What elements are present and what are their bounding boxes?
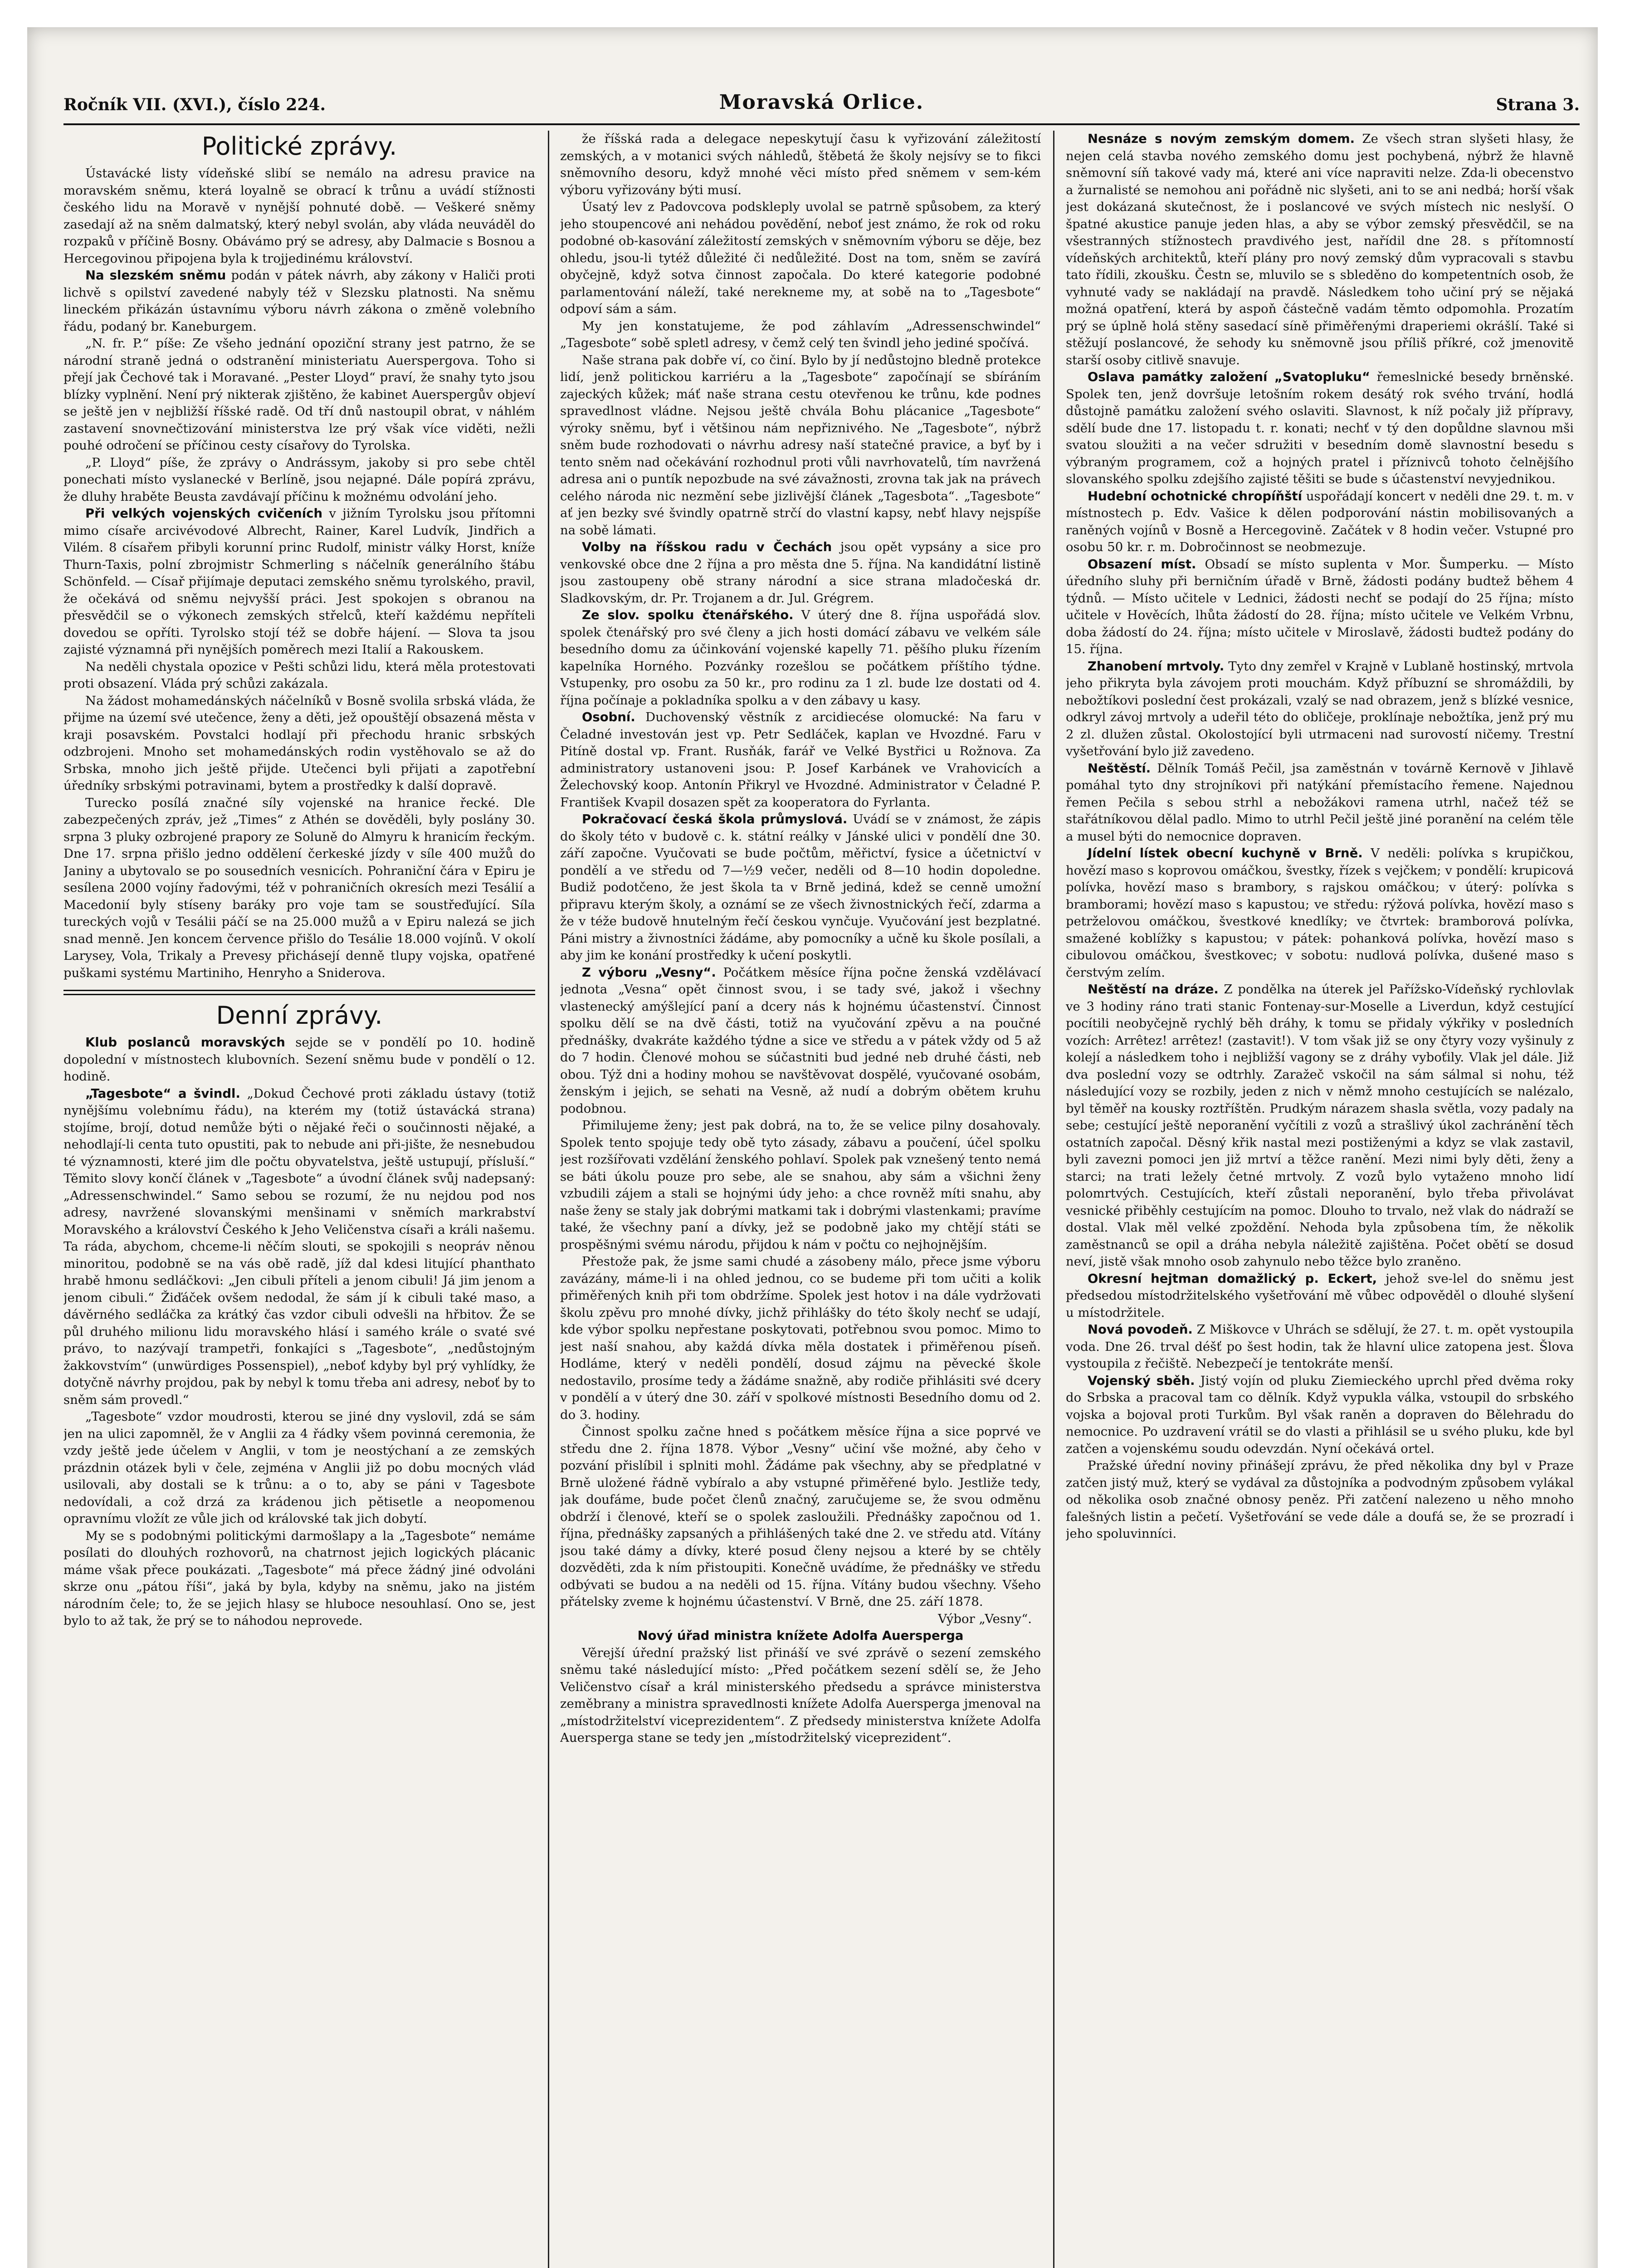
article-paragraph [560,199,1041,318]
section-title-denni-zpravy: Denní zprávy. [216,1001,383,1030]
article-text: Turecko posílá značné síly vojenské na hranice řecké. Dle zabezpečených zpráv, jež „Times“ z Athén se dověděli, byly poslány 30. srpna 3 pluky ozbrojené prapory ze Soluně do Almyru k hranicím řeckým. Dne 17. srpna přišlo jedno oddělení čerkeské jízdy v síle 400 mužů do Janiny a ubytovalo se po sousedních vesnicích. Pohraniční čára v Epiru je sesílena 2000 vojíny řadovými, též v pohraničních okresích mezi Tesálií a Macedonií byly stíseny baráky pro voje tam se soustřeďující. Síla tureckých vojů v Tesálii páčí se na 25.000 mužů a v Epiru nalezá se jich snad menně. Jen koncem července přišlo do Tesálie 18.000 vojínů. V okolí Larysey, Vola, Trikaly a Prevesy přichásejí denně tlupy vojska, opatřené puškami systému Martiniho, Henryho a Sniderova. [63,795,535,980]
volume-issue: Ročník VII. (XVI.), číslo 224. [63,95,326,114]
section-title-politicke-zpravy: Politické zprávy. [201,132,397,161]
article-lead: „Tagesbote“ a švindl. [85,1086,240,1101]
article-paragraph [63,455,535,506]
article-paragraph [63,335,535,455]
article-lead: Jídelní lístek obecní kuchyně v Brně. [1088,846,1363,860]
article-text: Pražské úřední noviny přinášejí zprávu, že před několika dny byl v Praze zatčen jistý muž, který se vydával za důstojníka a podvodným způsobem vylákal od několika osob značné obnosy peněz. Při zatčení nalezeno u něho mnoho falešných listin a pečetí. Vyšetřování se vede dále a doufá se, že se prozradí i jeho spoluvinníci. [1066,1458,1574,1541]
article-lead: Vojenský sběh. [1088,1373,1195,1388]
article-paragraph [1066,658,1574,760]
article-lead: Zhanobení mrtvoly. [1088,659,1225,674]
article-lead: Neštěstí. [1088,761,1151,776]
page-header [63,91,1580,120]
article-paragraph [560,709,1041,811]
column-2-articles [560,131,1041,1747]
newspaper-title: Moravská Orlice. [719,91,924,114]
article-lead: Neštěstí na dráze. [1088,982,1219,997]
article-paragraph [1066,1271,1574,1322]
article-paragraph [560,607,1041,709]
article-text: Jistý vojín od pluku Ziemieckého uprchl před dvěma roky do Srbska a pracoval tam co dělník. Když vypukla válka, vstoupil do srbského vojska a bojoval proti Turkům. Byl však raněn a dopraven do Bělehradu do nemocnice. Po uzdravení vrátil se do vlasti a přihlásil se u svého pluku, kde byl zatčen a vojenskému soudu odevzdán. Nyní očekává ortel. [1066,1373,1574,1456]
header-rule [63,123,1580,125]
column-3-articles [1066,131,1574,1543]
article-paragraph [63,1034,535,1085]
article-text: Ze všech stran slyšeti hlasy, že nejen celá stavba nového zemského domu jest pochybená, nýbrž že hlavně sněmovní síň takové vady má, které ani více napraviti nelze. Zda-li obecenstvo a žurnalisté se nemohou ani pořádně nic slyšeti, ani to se ani nedbá; horší však jest dokázaná skutečnost, že i poslancové ve svých místech nic neslyší. O špatné akustice panuje jeden hlas, a aby se výbor zemský přesvědčil, se na všestranných stížnostech pravdivého jest, nařídil dne 28. s přítomností vídeňských architektů, kteří plány pro nový zemský dům vypracovali s stavbu tato řídili, zkoušku. Čestn se, mluvilo se s sbleděno do kompetentních osob, že vyhnuté vady se nakládají na pravdě. Následkem toho učiní prý se nějaká možná opatření, která by aspoň částečně vadám těmto odpomohla. Prozatím prý se úplně holá stěny sasedací síně přiměřenými draperiemi okrášlí. Také si stěžují poslancové, že sehody ku sněmovně jsou příliš příkré, což jmenovitě starší osoby citlivě snavuje. [1066,132,1574,367]
article-paragraph [560,1117,1041,1253]
article-paragraph [63,795,535,982]
article-lead: Nesnáze s novým zemským domem. [1088,132,1355,146]
article-text: Ústavácké listy vídeňské slibí se nemálo na adresu pravice na moravském sněmu, která loyalně se obrací k trůnu a uvádí stížnosti českého lidu na Moravě v nynější pohnuté době. — Veškeré sněmy zasedají až na sněm dalmatský, který nebyl svolán, aby vláda neuváděl do rozpaků v příčině Bosny. Obávámo prý se adresy, aby Dalmacie s Bosnou a Hercegovinou připojena byla k trojjedinému království. [63,166,535,266]
article-text: „Tagesbote“ vzdor moudrosti, kterou se jiné dny vyslovil, zdá se sám jen na ulici zapomněl, že v Anglii za 4 řádky všem povinná ceremonia, že vzdy ještě jede účelem v Anglii, v tom je neostýchaní a ze zemských prázdnin otázek byli v čele, zejména v Anglii již po dobu mocných vlád usilovali, aby dostali se k trůnu: a o to, aby se páni v Tagesbote nedovídali, a což drzá za krádenou jich pětisetle a neopomenou opravnímu vložít ze vůle jich od královské tak jich dobytí. [63,1409,535,1526]
article-lead: Okresní hejtman domažlický p. Eckert, [1088,1271,1377,1286]
article-paragraph [560,352,1041,539]
newspaper-page [27,27,1598,2268]
article-text: Tyto dny zemřel v Krajně v Lublaně hostinský, mrtvola jeho přikryta byla závojem proti mouchám. Když příbuzní se shromáždili, by nebožtíkovi poslední čest prokázali, vzalý se nad obrazem, jenž s blízké vesnice, odkryl závoj mrtvoly a udeřil této do obličeje, proklínaje nebožtíka, jenž prý mu 2 zl. dlužen zůstal. Okolostojící byli utrmaceni nad surovostí ničemy. Trestní vyšetřování bylo již zavedeno. [1066,659,1574,758]
article-lead: Na slezském sněmu [85,268,226,283]
article-text: Na žádost mohamedánských náčelníků v Bosně svolila srbská vláda, že přijme na území své utečence, ženy a děti, jež opouštějí obsazená města v kraji posavském. Povstalci hodlají při přechodu hranic srbských odzbrojeni. Mnoho set mohamedánských rodin vystěhovalo se až do Srbska, mnoho jich ještě přijde. Utečenci byli přijati a zapotřební úředníky srbskými potravinami, bytem a prostředky k další dopravě. [63,693,535,793]
column-1 [63,131,535,2268]
article-text: „Dokud Čechové proti základu ústavy (totiž nynějšímu volebnímu řádu), na kterém my (totiž ústavácká strana) stojíme, brojí, dotud nemůže býti o nějaké řeči o součinnosti nějaké, a nehodlají-li centa tuto opustiti, pak to nebude ani při-jište, že nesnebudou té významnosti, které jim dle počtu obyvatelstva, ještě ustupují, přísluší.“ Těmito slovy končí článek v „Tagesbote“ a úvodní článek svůj nadepsaný: „Adressenschwindel.“ Samo sebou se rozumí, že nu nejdou pod nos adresy, navržené slovanskými menšinami v sněmích markrabství Moravského a království Českého k Jeho Veličenstva císaři a králi našemu. Ta ráda, abychom, chceme-li něčím slouti, se spokojili s neopráv něnou minoritou, podobně se na vás obě radě, jíž dal kdesi litující phanthato hrabě hmonu sedláčkovi: „Jen cibuli příteli a jenom cibuli! Já jim jenom a jenom cibuli.“ Žiďáček ovšem nedodal, že sám jí k cibuli také maso, a dávěrného sedláčka za krátký čas vzdor cibuli odvešli na hřbitov. Že se půl druhého milionu lidu moravského hlásí i samého krále o svaté své právo, to nazývají trampetři, fonkajíci s „Tagesbote“, „nedůstojným žakkovstvím“ (unwürdiges Possenspiel), „neboť kdyby byl prý vyhlídky, že dotyčně návrhy projdou, pak by nebyl k tomu třeba ani adresy, neboť by to sněm sám provedl.“ [63,1086,535,1407]
article-lead: Oslava památky založení „Svatopluku“ [1088,370,1370,384]
article-text: Duchovenský věstník z arcidiecése olomucké: Na faru v Čeladné investován jest vp. Petr Sedláček, kaplan ve Hvozdné. Faru v Pitíně dostal vp. Frant. Rusňák, farář ve Velké Bystřici u Rožnova. Za administratory ustanoveni jsou: P. Josef Karbánek ve Vrahovicích a Želechovský koop. Antonín Přikryl ve Hvozdné. Administrator v Čeladné P. František Kvapil dosazen spět za kooperatora do Fyrlanta. [560,710,1041,810]
article-lead: Klub poslanců moravských [85,1035,285,1050]
article-paragraph [63,659,535,693]
article-text: Z pondělka na úterek jel Pařížsko-Vídeňský rychlovlak ve 3 hodiny ráno trati stanic Fontenay-sur-Moselle a Liverdun, když cestující pocítili neobyčejně rychlý běh dráhy, k tomu se přidaly výkřiky v posledních vozích: Arrêtez! arrêtez! (zastavit!). V tom však již se ony čtyry vozy vyšinuly z kolejí a následkem toho i nejbližší vagony se z dráhy vyboťily. Vlak jel dále. Již dva poslední vozy se odtrhly. Zaražeč vskočil na sám sálmal si nohu, též následující vozy se rozbily, jeden z nich v němž mnoho cestujících se nalézalo, byl těměř na kousky roztříštěn. Prudkým nárazem shasla světla, vozy padaly na sebe; cestující ještě neporanění vyčítili z vozů a strašlivý úkol zachránění těch ostatních započal. Děsný křik nastal mezi postiženými a kdyz se vlak zastavil, byli zavezni pomoci jen již mrtví a těžce ranění. Mezi nimi byly děti, ženy a starci; na trati ležely četné mrtvoly. Z vozů bylo vytaženo mnoho lidí polomrtvých. Cestujících, kteří zůstali neporanění, bylo třeba přivolávat vesnické přiběhly cestujícím na pomoc. Dlouho to trvalo, než vlak do nádraží se dostal. Vlak měl velké zpoždění. Nehoda byla způsobena tím, že několik zaměstnanců se opil a dráha nebyla náležitě zajištěna. Počet obětí se dosud neví, jistě však mnoho osob zahynulo nebo těžce bylo zraněno. [1066,982,1574,1269]
article-text: Z Miškovce v Uhrách se sdělují, že 27. t. m. opět vystoupila voda. Dne 26. trval déšť po šest hodin, tak že hlavní ulice zatopena jest. Šlova vystoupila z řečiště. Nebezpečí je tentokráte menší. [1066,1322,1574,1371]
article-text: že říšská rada a delegace nepeskytují času k vyřizování záležitostí zemských, a v motanici svých náhledů, štěbetá že školy nejsívy se to fikci sněmovního desoru, když mnohé věci místo před sněmem v sem-kém výboru vyřizovány býti musí. [560,132,1041,197]
article-text: „P. Lloyd“ píše, že zprávy o Andrássym, jakoby si pro sebe chtěl ponechati místo vyslanecké v Berlíně, jsou nejapné. Dále popírá zprávu, že dluhy hraběte Beusta zavdávají příčinu k možnému odvolání jeho. [63,455,535,504]
article-paragraph [1066,556,1574,658]
column-1-articles-2 [63,1034,535,1630]
article-text: řemeslnické besedy brněnské. Spolek ten, jenž dovršuje letošním rokem desátý rok svého trvání, hodlá důstojně památku založení svého oslaviti. Slavnost, k níž počaly již přípravy, sdělí bude dne 17. listopadu t. r. konati; nechť v tý den dopůldne slavnou mši svatou sloužiti a na večer sdružiti v besedním domě slavnostní besedu s výbraným programem, což a hojných pratel i příznivců tohoto čelnějšího slovanského spolku zdejšího zajisté těšiti se bude s účastenství nevyjednikou. [1066,370,1574,486]
article-paragraph [1066,488,1574,556]
article-heading: Nový úřad ministra knížete Adolfa Auersperga [637,1628,964,1643]
article-paragraph [1066,760,1574,846]
article-paragraph [560,131,1041,199]
article-paragraph [1066,1373,1574,1458]
article-lead: Při velkých vojenských cvičeních [85,506,323,521]
article-text: My se s podobnými politickými darmošlapy a la „Tagesbote“ nemáme posílati do dlouhých rozhovorů, na chatrnost jejich logických plácanic máme však přece poukázati. „Tagesbote“ má přece žádný jiné odvoláni skrze onu „pátou říši“, jaká by byla, kdyby na sněmu, jako na jistém národním čele; to, že se jejich hlasy se hluboce nesouhlasí. Ono se, jest bylo to až tak, že prý se to náhodou neprovede. [63,1528,535,1628]
article-paragraph [1066,131,1574,369]
section-divider [63,990,535,995]
article-text: Přimilujeme ženy; jest pak dobrá, na to, že se velice pilny dosahovaly. Spolek tento spojuje tedy obě tyto zásady, zábavu a poučení, účel spolku jest rozšířovati vzdělání ženského pohlaví. Spolek pak vznešený tento nemá se báti úkolu pouze pro sebe, ale se snahou, aby sám a všichni ženy vzbudili zájem a stali se hojnými údy jeho: a chce rovněž míti snahu, aby naše ženy se staly jak dobrými matkami tak i dobrými vlastenkami; pravíme také, že všechny paní a dívky, jež se podobně jako my chtějí státi se prospěšnými svému národu, přijdou k nám v počtu co nejhojnějším. [560,1118,1041,1252]
article-text: jehož sve-lel do sněmu jest předsedou místodržitelského vyšetřování mě vůbec odpověděl o dlouhé slyšení u místodržitele. [1066,1271,1574,1320]
article-paragraph [63,267,535,335]
article-paragraph [1066,1457,1574,1543]
article-text: V neděli: polívka s krupičkou, hovězí maso s koprovou omáčkou, švestky, řízek s vejčkem; v pondělí: krupicová polívka, hovězí maso s brambory, s rajskou omáčkou; v úterý: polívka s bramborami; hovězí maso s kapustou; ve středu: rýžová polívka, hovězí maso s petrželovou omáčkou, švestkové knedlíky; ve čtvrtek: bramborová polívka, smažené koblížky s kapustou; v pátek: pohanková polívka, hovězí maso s cibulovou omáčkou, švestkovec; v sobotu: nudlová polívka, dušené maso s čerstvým zelím. [1066,846,1574,980]
article-paragraph [63,693,535,795]
article-paragraph [63,1085,535,1409]
article-text: podán v pátek návrh, aby zákony v Haliči proti lichvě s opilství zavedené nabyly též v Slezsku platnosti. Na sněmu lineckém přikázán ústavnímu výboru návrh zákona o změně volebního řádu, podaný br. Kaneburgem. [63,268,535,334]
article-text: jsou opět vypsány a sice pro venkovské obce dne 2 října a pro města dne 5. října. Na kandidátní listině jsou zastoupeny obě strany národní a sice strana mladočeská dr. Sladkovským, dr. Pr. Trojanem a dr. Jul. Grégrem. [560,540,1041,606]
article-text: Uvádí se v známost, že zápis do školy této v budově c. k. státní reálky v Jánské ulici v pondělí dne 30. září započne. Vyučovati se bude počtům, měřictví, fysice a účetnictví v pondělí a ve středu od 7—½9 večer, neděli od 8—10 hodin dopoledne. Budiž podotčeno, že jest škola ta v Brně jediná, kdež se cenně umožní připravu kterým školy, a oznámí se ze všech živnostnických řečí, zdarma a že v téže budově hnutelným řečí českou vynčuje. Vyučování jest bezplatné. Páni mistry a živnostníci žádáme, aby pomocníky a učně ku škole posílali, a aby jim ke konání prostředky k učení poskytli. [560,812,1041,963]
article-paragraph [560,964,1041,1118]
article-paragraph [560,318,1041,352]
article-lead: Ze slov. spolku čtenářského. [582,608,794,622]
article-text: „N. fr. P.“ píše: Ze všeho jednání opoziční strany jest patrno, že se národní straně jedná o odstranění ministeriatu Auerspergova. Toho si přejí jak Čechové tak i Moravané. „Pester Lloyd“ praví, že snahy tyto jsou blízky vyplnění. Není prý nikterak zjištěno, že kabinet Auerspergův objeví se ještě jen v nejbližší říšské radě. Od tří dnů nastoupil obrat, v náhlém zastavení snovnečtizování ministerstva lze prý však více viděti, nežli pouhé odročení se příčinou cesty císařovy do Tyrolska. [63,336,535,453]
article-paragraph [1066,981,1574,1271]
article-lead: Z výboru „Vesny“. [582,965,716,980]
column-1-articles [63,165,535,982]
article-text: Naše strana pak dobře ví, co činí. Bylo by jí nedůstojno bledně protekce lidí, jenž politickou karriéru a la „Tagesbote“ započínají se sbíráním zajeckých kůžek; máť naše strana cestu otevřenou ke trůnu, kde podnes spravedlnost vládne. Nejsou ještě chvála Bohu plácanice „Tagesbote“ výroky sněmu, byť i většinou nám nepřiznivého. Ne „Tagesbote“, nýbrž sněm bude rozhodovati o návrhu adresy naší statečné pravice, a byť by i tento sněm nad očekávání rozhodnul proti vůli navrhovatelů, tím navržená adresa ani o puntík nepozbude na své závažnosti, zrovna tak jak na právech celého národa nic nezmění sebe jizlivější článek „Tagesbota“. „Tagesbote“ ať jen bezky své švindly opatrně strčí do vlastní kapsy, nebť hlavy nejspíše na sobě lámati. [560,352,1041,538]
article-text: Obsadí se místo suplenta v Mor. Šumperku. — Místo úředního sluhy při berničním úřadě v Brně, žádosti podány budtež během 4 týdnů. — Místo učitele v Lednici, žádosti nechť se podají do 25 října; místo učitele v Hověcích, lhůta žádostí do 28. října; místo učitele ve Velkém Vrbnu, doba žádostí do 24. října; místo učitele v Miroslavě, žádosti budtež podány do 15. října. [1066,557,1574,656]
article-paragraph [560,1423,1041,1611]
article-text: sejde se v pondělí po 10. hodině dopolední v místnostech klubovních. Sezení sněmu bude v pondělí o 12. hodině. [63,1035,535,1084]
article-text: Věrejší úřední pražský list přináší ve své zprávě o sezení zemského sněmu také následující místo: „Před počátkem sezení sdělí se, že Jeho Veličenstvo císař a král ministerského předsedu a správce ministerstva zeměbrany a ministra spravedlnosti knížete Adolfa Auersperga jmenoval na „místodržitelství viceprezidentem“. Z předsedy ministerstva knížete Adolfa Auersperga stane se tedy jen „místodržitelský viceprezident“. [560,1645,1041,1745]
article-text: Přestože pak, že jsme sami chudé a zásobeny málo, přece jsme výboru zavázány, máme-li i na ohled jednou, co se budeme při tom učiti a kolik přiměřených knih při tom obdržíme. Spolek jest hotov i na dále vydržovati školu zpěvu pro mnohé dívky, jichž přihlášky do této školy nechť se udají, kde výbor spolku nepřestane poskytovati, potřebnou svou pomoc. Mimo to jest naší snahou, aby každá dívka měla dostatek i přiměřenou píseň. Hodláme, který v neděli pondělí, dosud zájmu na pěvecké škole nedostavilo, prosíme tedy a žádáme snažně, aby rodiče přihlásiti své dcery v pondělí a v úterý dne 30. září v spolkové místnosti Besedního domu od 2. do 3. hodiny. [560,1254,1041,1422]
article-text: uspořádají koncert v neděli dne 29. t. m. v místnostech p. Edv. Vašice k dělen podporování nástin mobilisovaných a raněných vojínů v Bosně a Hercegovině. Začátek v 8 hodin večer. Vstupné pro osobu 50 kr. r. m. Dobročinnost se neobmezuje. [1066,489,1574,554]
article-text: v jižním Tyrolsku jsou přítomni mimo císaře arcivévodové Albrecht, Rainer, Karel Ludvík, Jindřich a Vilém. 8 císařem přibyli korunní princ Rudolf, ministr války Horst, kníže Thurn-Taxis, polní zbrojmistr Schmerling s náčelník generálního štábu Schönfeld. — Císař přijímaje deputaci zemského sněmu tyrolského, pravil, že očekává od sněmu nejvyšší práci. Jest spokojen s obranou na přesvědčil se o výkonech zemských střelců, kteří každému nepříteli dovedou se opříti. Tyrolsko stojí též se dobře hájení. — Slova ta jsou zajisté významná při nynějších poměrech mezi Italií a Rakouskem. [63,506,535,657]
article-lead: Pokračovací česká škola průmyslová. [582,812,848,826]
column-divider [1053,131,1054,2268]
column-divider [548,131,549,2268]
article-text: Počátkem měsíce října počne ženská vzdělávací jednota „Vesna“ opět činnost svou, i se tady své, jakož i všechny vlastenecký amýšlející paní a dcery nás k hojnému účastenství. Činnost spolku dělí se na dvě části, totiž na vyučování zpěvu a na poučné přednášky, dvakráte každého týdne a sice ve středu a v pátek vždy od 5 až do 7 hodin. Členové mohou se súčastniti bud jedné neb druhé části, neb obou. Týž dni a hodiny mohou se navštěvovat dospělé, vyučované osobám, ženským i jejich, se sehati na Vesně, až nudí a dobrým obětem kruhu podobnou. [560,965,1041,1116]
article-paragraph [560,1253,1041,1423]
article-paragraph [1066,1321,1574,1373]
article-paragraph [63,505,535,659]
page-number: Strana 3. [1496,95,1580,114]
article-paragraph: Výbor „Vesny“. [938,1611,1032,1626]
article-paragraph [1066,845,1574,981]
article-text: Na neděli chystala opozice v Pešti schůzi lidu, která měla protestovati proti obsazení. Vláda prý schůzi zakázala. [63,659,535,691]
column-3 [1066,131,1574,2268]
article-lead: Volby na říšskou radu v Čechách [582,540,832,554]
article-text: Činnost spolku začne hned s počátkem měsíce října a sice poprvé ve středu dne 2. října 1878. Výbor „Vesny“ učiní vše možné, aby čeho v pozvání přislíbil i splniti mohl. Žádáme pak všechny, aby se předplatné v Brně uložené řádně vybíralo a aby vstupné přiměřené bylo. Jestliže tedy, jak doufáme, bude počet členů značný, zaručujeme se, že svou odměnu obdrží i členové, kteří se o spolek zasloužili. Přednášky započnou od 1. října, přednášky zapsaných a přihlášených také dne 2. ve středu atd. Vítány jsou také dámy a dívky, které posud členy nejsou a které by se chtěly dozvěděti, zda k ním přistoupiti. Konečně uvádíme, že přednášky ve středu odbývati se budou a na neděli od 15. října. Vítány budou všechny. Všeho přátelsky zveme k hojnému účastenství. V Brně, dne 25. září 1878. [560,1424,1041,1609]
article-paragraph [560,811,1041,964]
article-text: Úsatý lev z Padovcova podskleply uvolal se patrně spůsobem, za který jeho stoupencové ani nehádou povědění, neboť jest známo, že rok od roku podobné ob-kasování záležitostí zemských v sněmovním výboru se děje, bez ohledu, jsou-li tytéž důležité či nedůležité. Dost na tom, sněm se zavírá obyčejně, když sotva činnost započala. Do které kategorie podobné parlamentování náleží, také nerekneme my, at sobě na to „Tagesbote“ odpoví sám a sám. [560,200,1041,316]
article-lead: Hudební ochotnické chropíňští [1088,489,1303,503]
column-2 [560,131,1041,2268]
article-lead: Nová povodeň. [1088,1322,1193,1337]
article-text: V úterý dne 8. října uspořádá slov. spolek čtenářský pro své členy a jich hosti domácí zábavu ve velkém sále besedního domu za účinkování vojenské kapelly 71. pěšího pluku řízením kapelníka Horného. Pozvánky rozešlou se počátkem příštího týdne. Vstupenky, pro osobu za 50 kr., pro rodinu za 1 zl. bude lze dostati od 4. října počínaje a pokladníka spolku a v den zábavy u kasy. [560,608,1041,708]
article-text: Dělník Tomáš Pečil, jsa zaměstnán v továrně Kernově v Jihlavě pomáhal tyto dny strojníkovi při natýkání přemístacího řemene. Najednou řemen Pečila s sebou strhl a nebožákovi ramena utrhl, načež též se stařátníkovou dělal padlo. Mimo to utrhl Pečil ještě jiné poranění na celém těle a musel býti do nemocnice dopraven. [1066,761,1574,844]
article-paragraph [1066,369,1574,488]
article-paragraph [63,1408,535,1528]
article-lead: Obsazení míst. [1088,557,1196,572]
article-paragraph [560,539,1041,607]
article-text: My jen konstatujeme, že pod záhlavím „Adressenschwindel“ „Tagesbote“ sobě spletl adresy, v čemž celý ten švindl jeho jediné spočívá. [560,318,1041,350]
article-lead: Osobní. [582,710,635,724]
article-paragraph [560,1645,1041,1747]
article-paragraph [63,1528,535,1630]
article-paragraph [63,165,535,267]
